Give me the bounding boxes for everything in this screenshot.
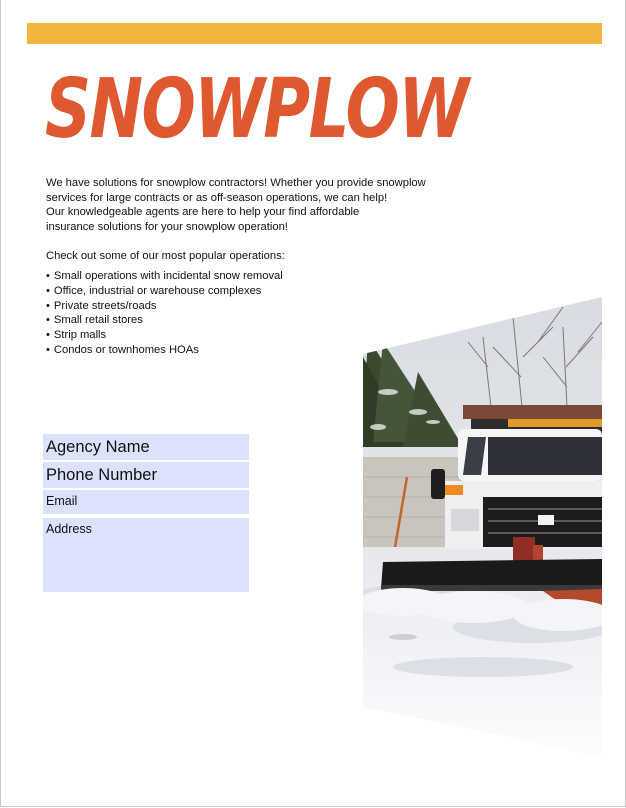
list-item: • Office, industrial or warehouse complexes xyxy=(46,284,283,299)
list-item: • Private streets/roads xyxy=(46,299,283,314)
list-item: • Condos or townhomes HOAs xyxy=(46,343,283,358)
intro-line: services for large contracts or as off-season operations, we can help! xyxy=(46,191,388,204)
intro-paragraph xyxy=(46,176,476,234)
email-field[interactable]: Email xyxy=(43,490,249,514)
snowplow-truck-photo xyxy=(363,297,602,757)
list-item: • Small retail stores xyxy=(46,313,283,328)
intro-line: We have solutions for snowplow contractors! Whether you provide snowplow xyxy=(46,177,426,189)
address-field[interactable]: Address xyxy=(43,518,249,592)
phone-number-field[interactable]: Phone Number xyxy=(43,462,249,488)
operations-heading: Check out some of our most popular operations: xyxy=(46,250,285,262)
accent-top-bar xyxy=(27,23,602,44)
intro-line: Our knowledgeable agents are here to help your find affordable xyxy=(46,206,360,219)
list-item: • Small operations with incidental snow removal xyxy=(46,269,283,284)
agency-name-field[interactable]: Agency Name xyxy=(43,434,249,460)
intro-line: insurance solutions for your snowplow operation! xyxy=(46,220,288,233)
operations-list xyxy=(46,269,283,358)
list-item: • Strip malls xyxy=(46,328,283,343)
page-title: SNOWPLOW xyxy=(45,62,468,157)
